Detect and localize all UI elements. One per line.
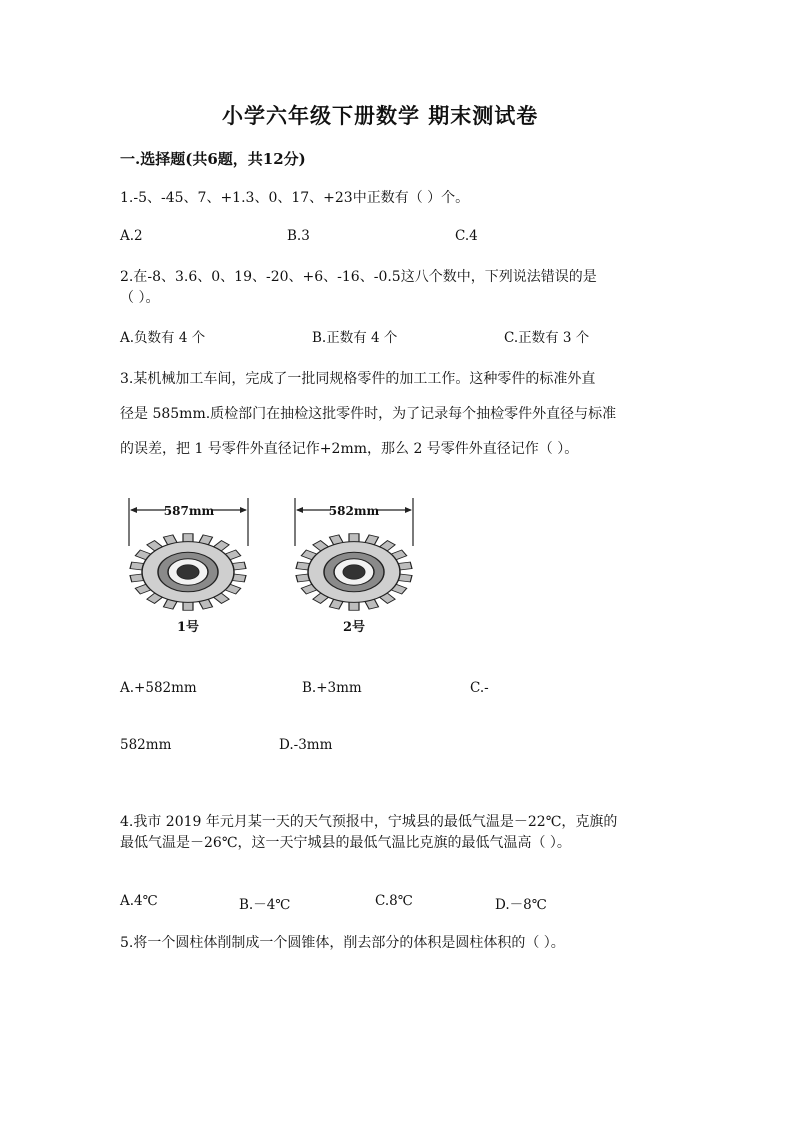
question-3-option-d: D.-3mm — [279, 737, 333, 753]
question-2-stem-line1: 2.在-8、3.6、0、19、-20、+6、-16、-0.5这八个数中，下列说法错误的是 — [120, 269, 597, 285]
page-title: 小学六年级下册数学 期末测试卷 — [222, 103, 539, 128]
question-4-option-a: A.4℃ — [120, 893, 158, 909]
question-3-option-c: C.- — [470, 680, 489, 696]
question-2-option-a: A.负数有 4 个 — [120, 330, 206, 346]
question-3-option-c-continued: 582mm — [120, 737, 172, 753]
gear-2-number-label: 2号 — [342, 620, 366, 635]
question-1-option-b: B.3 — [287, 228, 310, 244]
question-3-option-a: A.+582mm — [120, 680, 197, 696]
question-4-option-c: C.8℃ — [375, 893, 413, 909]
question-1-option-a: A.2 — [120, 228, 143, 244]
question-3-stem-line2: 径是 585mm.质检部门在抽检这批零件时，为了记录每个抽检零件外直径与标准 — [120, 406, 617, 422]
question-2-stem-line2: （ ）。 — [120, 290, 160, 306]
section-heading: 一.选择题(共6题，共12分) — [120, 150, 306, 168]
question-3-stem-line1: 3.某机械加工车间，完成了一批同规格零件的加工工作。这种零件的标准外直 — [120, 371, 596, 387]
question-4-stem-line2: 最低气温是－26℃，这一天宁城县的最低气温比克旗的最低气温高（ ）。 — [120, 835, 571, 851]
question-2-option-c: C.正数有 3 个 — [504, 330, 590, 346]
question-1-option-c: C.4 — [455, 228, 478, 244]
gear-1-size-label: 587mm — [163, 504, 215, 518]
gears-figure — [118, 490, 428, 640]
question-4-option-b: B.－4℃ — [239, 897, 291, 913]
question-4-stem-line1: 4.我市 2019 年元月某一天的天气预报中，宁城县的最低气温是－22℃，克旗的 — [120, 814, 618, 830]
question-3-stem-line3: 的误差，把 1 号零件外直径记作+2mm，那么 2 号零件外直径记作（ ）。 — [120, 441, 579, 457]
gear-1-number-label: 1号 — [176, 620, 200, 635]
question-5-stem: 5.将一个圆柱体削制成一个圆锥体，削去部分的体积是圆柱体积的（ ）。 — [120, 935, 565, 951]
question-1-stem: 1.-5、-45、7、+1.3、0、17、+23中正数有（ ）个。 — [120, 190, 470, 206]
question-3-option-b: B.+3mm — [302, 680, 362, 696]
question-2-option-b: B.正数有 4 个 — [312, 330, 398, 346]
gear-2-size-label: 582mm — [328, 504, 380, 518]
question-4-option-d: D.－8℃ — [495, 897, 547, 913]
